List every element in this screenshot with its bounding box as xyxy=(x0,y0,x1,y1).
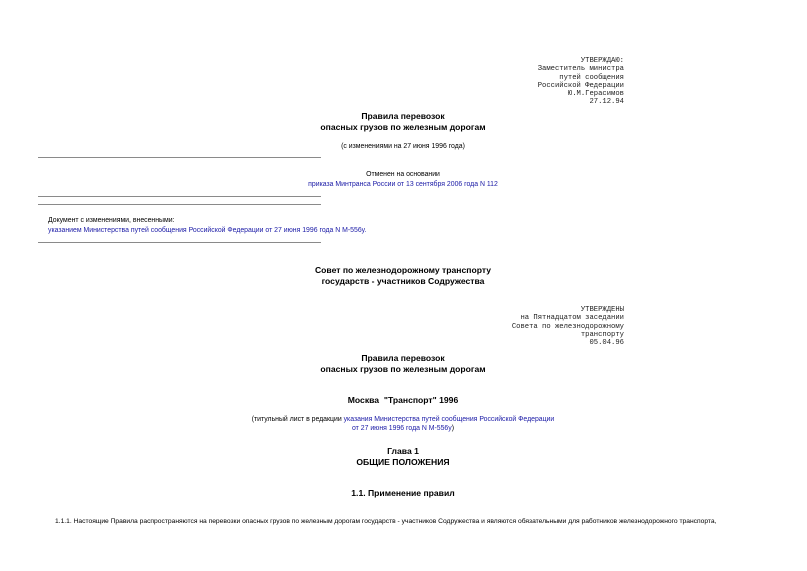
title-page-note-link[interactable]: указания Министерства путей сообщения Российской Федерации xyxy=(343,416,555,423)
title-page-note-link-date[interactable]: от 27 июня 1996 года N М-556у xyxy=(351,425,452,432)
approval-line: УТВЕРЖДАЮ: xyxy=(580,57,624,65)
divider xyxy=(38,196,321,197)
amendments-note: (с изменениями на 27 июня 1996 года) xyxy=(341,143,465,150)
divider xyxy=(38,242,321,243)
approval-block-council xyxy=(512,306,624,347)
approval-line: Заместитель министра xyxy=(537,65,624,74)
changes-link[interactable]: указанием Министерства путей сообщения Российской Федерации от 27 июня 1996 года N М-556у. xyxy=(48,227,367,234)
approval-line: Российской Федерации xyxy=(537,81,624,90)
approval-block-top xyxy=(538,57,624,107)
changes-label: Документ с изменениями, внесенными: xyxy=(48,217,175,224)
divider xyxy=(38,204,321,205)
second-title-line2: опасных грузов по железным дорогам xyxy=(320,364,486,374)
document-title xyxy=(203,111,603,133)
title-page-note-prefix: (титульный лист в редакции xyxy=(251,416,344,423)
approval-line: Ю.М.Герасимов xyxy=(567,90,624,99)
document-title-line1: Правила перевозок xyxy=(361,111,445,121)
approval-line: на Пятнадцатом заседании xyxy=(520,314,624,323)
approval-line: транспорту xyxy=(580,330,624,339)
title-page-note-suffix: ) xyxy=(451,425,454,432)
cancellation-link[interactable]: приказа Минтранса России от 13 сентября 2006 года N 112 xyxy=(308,181,498,188)
second-title xyxy=(203,353,603,375)
section-heading: 1.1. Применение правил xyxy=(351,488,455,498)
approval-line: путей сообщения xyxy=(559,73,624,82)
approval-line: 27.12.94 xyxy=(589,98,624,107)
chapter-heading xyxy=(203,446,603,468)
council-line1: Совет по железнодорожному транспорту xyxy=(314,265,492,275)
approval-line: Совета по железнодорожному xyxy=(511,322,624,331)
document-title-line2: опасных грузов по железным дорогам xyxy=(320,122,486,132)
chapter-name: ОБЩИЕ ПОЛОЖЕНИЯ xyxy=(356,457,450,467)
second-title-line1: Правила перевозок xyxy=(361,353,445,363)
cancellation-label: Отменен на основании xyxy=(366,171,440,178)
approval-line: 05.04.96 xyxy=(589,339,624,348)
council-heading xyxy=(203,265,603,287)
approval-line: УТВЕРЖДЕНЫ xyxy=(580,306,624,314)
chapter-number: Глава 1 xyxy=(387,446,419,456)
divider xyxy=(38,157,321,158)
title-page-note xyxy=(153,415,653,433)
publisher: Москва "Транспорт" 1996 xyxy=(347,395,459,405)
council-line2: государств - участников Содружества xyxy=(321,276,485,286)
paragraph: 1.1.1. Настоящие Правила распространяются на перевозки опасных грузов по железным дорогам государств - участников Содружества и являются обязательными для работников железнодорожного транспорта, xyxy=(55,518,717,525)
